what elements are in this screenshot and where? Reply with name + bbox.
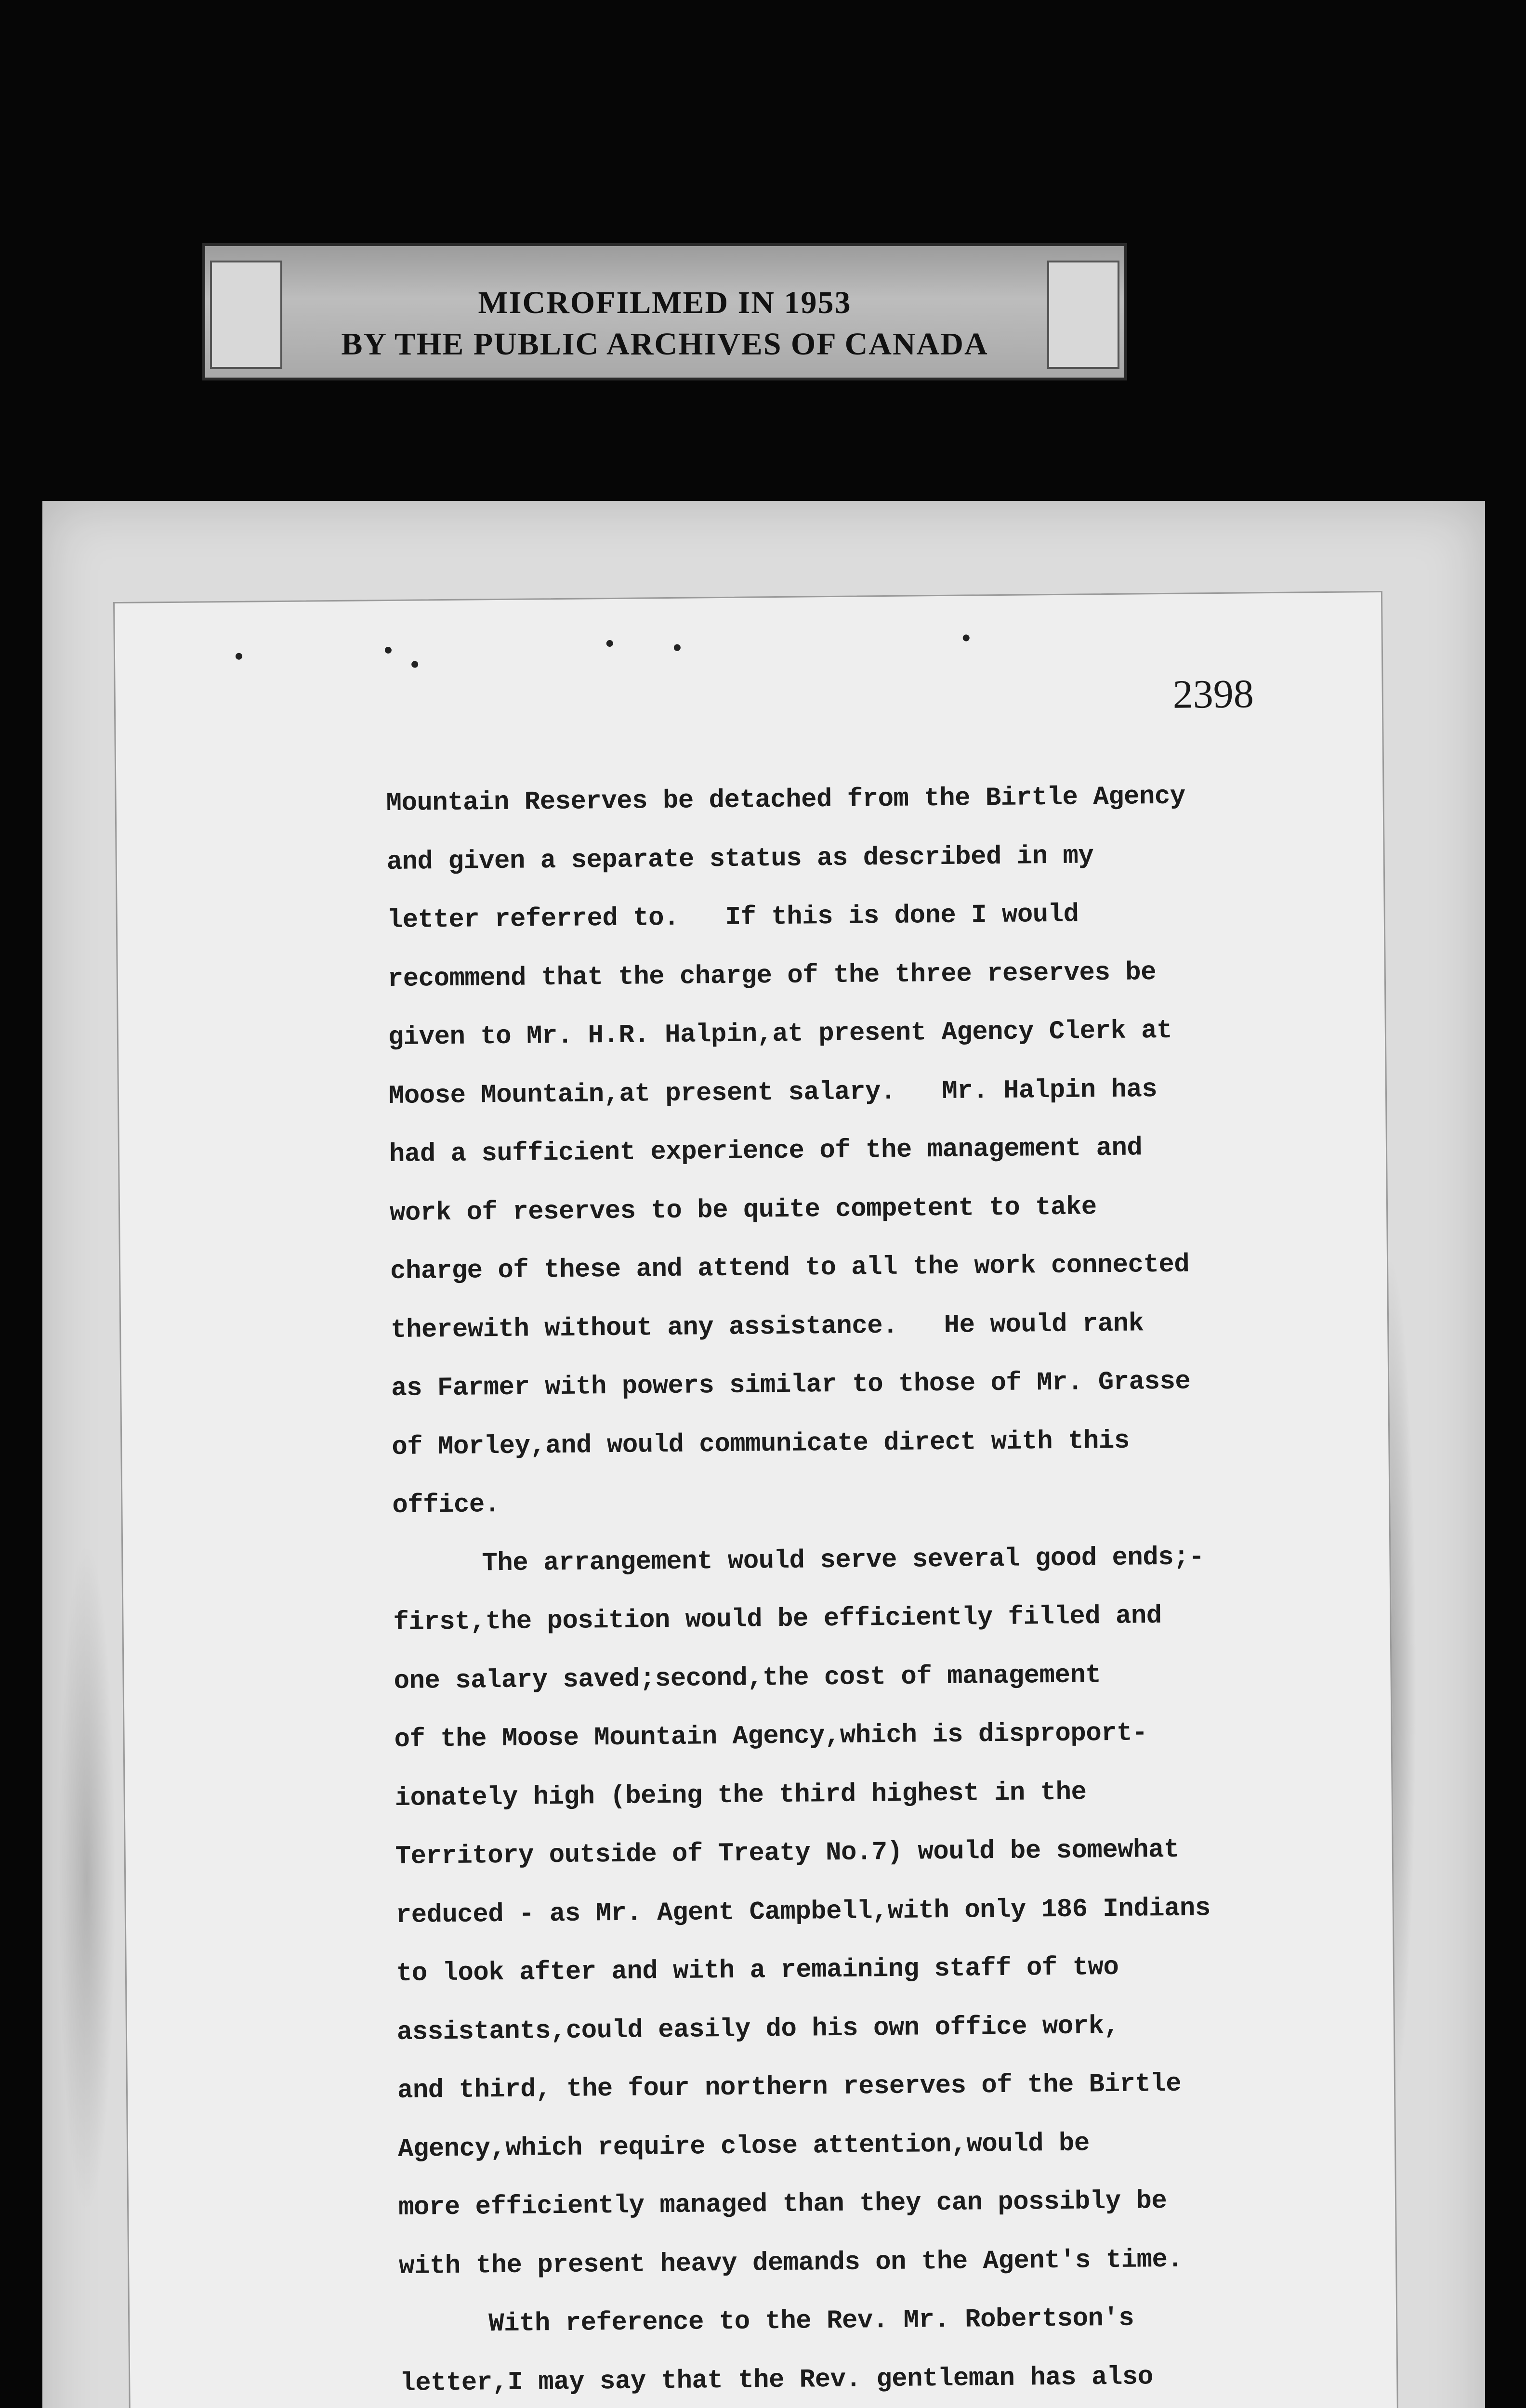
text-line: letter referred to. If this is done I would	[387, 900, 1079, 936]
text-line: to look after and with a remaining staff of two	[396, 1952, 1119, 1989]
text-line: of Morley,and would communicate direct with this	[392, 1426, 1130, 1462]
text-line: office.	[392, 1490, 500, 1521]
speck	[236, 653, 242, 660]
microfilm-banner	[202, 243, 1127, 380]
text-line: first,the position would be efficiently filled and	[393, 1601, 1162, 1638]
text-line: more efficiently managed than they can possibly be	[398, 2186, 1167, 2223]
text-line: letter,I may say that the Rev. gentleman has also	[400, 2362, 1153, 2398]
letter-body	[386, 766, 1341, 2408]
text-line: and third, the four northern reserves of the Birtle	[397, 2069, 1182, 2106]
speck	[385, 647, 392, 654]
speck	[674, 644, 681, 651]
banner-line-2: BY THE PUBLIC ARCHIVES OF CANADA	[341, 327, 988, 362]
text-line: with the present heavy demands on the Agent's time.	[398, 2245, 1183, 2281]
text-line: one salary saved;second,the cost of management	[394, 1660, 1101, 1696]
typed-page	[113, 591, 1400, 2408]
banner-line-1: MICROFILMED IN 1953	[478, 285, 852, 320]
text-line: given to Mr. H.R. Halpin,at present Agency Clerk at	[388, 1016, 1172, 1053]
paragraph-start-line: The arrangement would serve several good ends;-	[482, 1542, 1205, 1578]
text-line: reduced - as Mr. Agent Campbell,with only 186 Indians	[395, 1893, 1211, 1930]
page-number: 2398	[1172, 671, 1254, 717]
text-line: Agency,which require close attention,would be	[397, 2128, 1090, 2164]
text-line: assistants,could easily do his own office work,	[396, 2011, 1119, 2047]
paragraph-start-line: With reference to the Rev. Mr. Robertson's	[488, 2303, 1134, 2339]
text-line: Mountain Reserves be detached from the Birtle Agency	[386, 782, 1185, 819]
speck	[411, 661, 418, 667]
text-line: ionately high (being the third highest in the	[395, 1777, 1087, 1813]
sheet-shadow-left	[58, 1541, 116, 2215]
speck	[606, 640, 613, 647]
banner-text	[205, 282, 1124, 365]
text-line: recommend that the charge of the three reserves be	[387, 957, 1157, 994]
text-line: Territory outside of Treaty No.7) would be somewhat	[395, 1835, 1180, 1871]
text-line: therewith without any assistance. He would rank	[390, 1309, 1144, 1345]
text-line: had a sufficient experience of the management and	[389, 1133, 1143, 1170]
text-line: and given a separate status as described in my	[386, 841, 1094, 877]
speck	[963, 634, 970, 641]
text-line: Moose Mountain,at present salary. Mr. Halpin has	[388, 1074, 1158, 1111]
text-line: of the Moose Mountain Agency,which is disproport-	[394, 1718, 1148, 1754]
text-line: work of reserves to be quite competent to take	[389, 1192, 1097, 1228]
text-line: charge of these and attend to all the work connected	[390, 1250, 1190, 1287]
text-line: as Farmer with powers similar to those of Mr. Grasse	[391, 1367, 1191, 1404]
